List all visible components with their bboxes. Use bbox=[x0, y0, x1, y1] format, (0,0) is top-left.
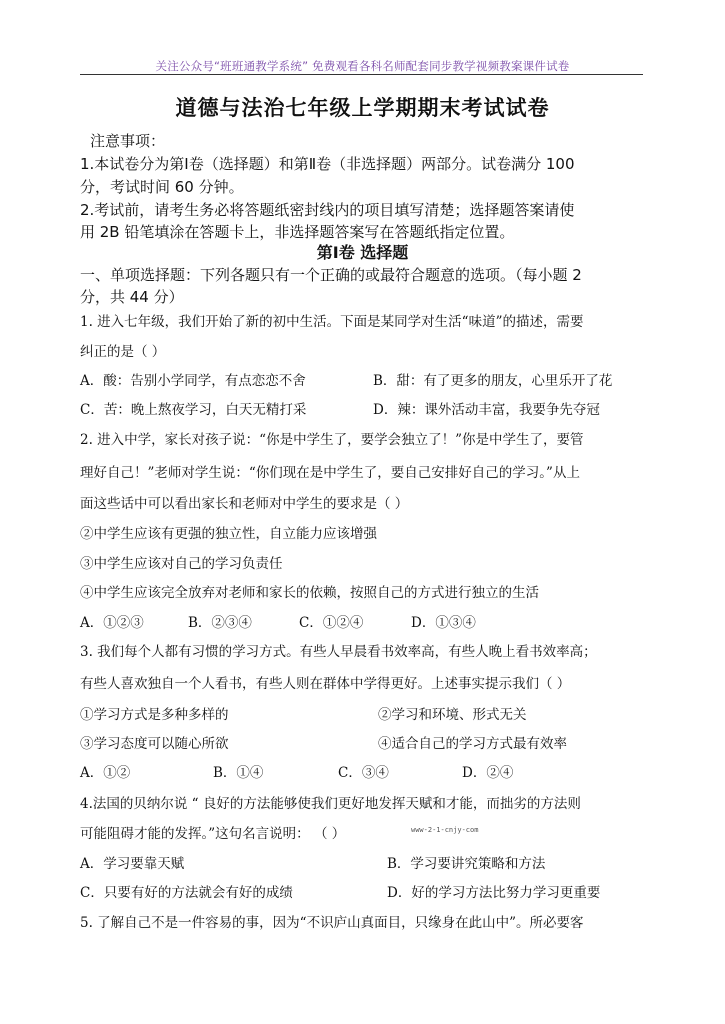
question-stem: 3. 我们每个人都有习惯的学习方式。有些人早晨看书效率高，有些人晚上看书效率高； bbox=[80, 644, 597, 660]
notice-line: 用 2B 铅笔填涂在答题卡上，非选择题答案写在答题纸指定位置。 bbox=[80, 223, 515, 241]
option-b: B．①④ bbox=[213, 765, 264, 781]
option-a: A．酸：告别小学同学，有点恋恋不舍 bbox=[80, 373, 306, 389]
question-stem: 可能阻碍才能的发挥。”这句名言说明： （ ） bbox=[80, 826, 346, 842]
option-d: D．②④ bbox=[462, 765, 514, 781]
statement: ④适合自己的学习方式最有效率 bbox=[378, 736, 567, 752]
notice-line: 2.考试前，请考生务必将答题纸密封线内的项目填写清楚；选择题答案请使 bbox=[80, 201, 575, 219]
statement: ②学习和环境、形式无关 bbox=[378, 707, 527, 723]
statement: ②中学生应该有更强的独立性，自立能力应该增强 bbox=[80, 526, 377, 542]
option-b: B．②③④ bbox=[188, 615, 252, 631]
option-a: A．学习要靠天赋 bbox=[80, 856, 185, 872]
statement: ①学习方式是多种多样的 bbox=[80, 707, 229, 723]
question-stem: 理好自己！”老师对学生说：“你们现在是中学生了，要自己安排好自己的学习。”从上 bbox=[80, 465, 580, 481]
question-stem: 面这些话中可以看出家长和老师对中学生的要求是（ ） bbox=[80, 496, 409, 512]
option-a: A．①②③ bbox=[80, 615, 144, 631]
option-b: B．甜：有了更多的朋友，心里乐开了花 bbox=[373, 373, 613, 389]
question-stem: 纠正的是（ ） bbox=[80, 344, 166, 360]
option-c: C．只要有好的方法就会有好的成绩 bbox=[80, 885, 293, 901]
header-banner: 关注公众号“班班通教学系统” 免费观看各科名师配套同步教学视频教案课件试卷 bbox=[155, 59, 570, 73]
part-instruction: 分，共 44 分） bbox=[80, 288, 184, 306]
header-divider bbox=[80, 74, 643, 75]
option-d: D．好的学习方法比努力学习更重要 bbox=[387, 885, 601, 901]
question-stem: 2. 进入中学，家长对孩子说：“你是中学生了，要学会独立了！”你是中学生了，要管 bbox=[80, 432, 584, 448]
question-stem: 5. 了解自己不是一件容易的事，因为“不识庐山真面目，只缘身在此山中”。所必要客 bbox=[80, 915, 584, 931]
option-c: C．苦：晚上熬夜学习，白天无精打采 bbox=[80, 402, 307, 418]
watermark-text: www-2-1-cnjy-com bbox=[411, 826, 479, 834]
question-stem: 有些人喜欢独自一个人看书，有些人则在群体中学得更好。上述事实提示我们（ ） bbox=[80, 676, 571, 692]
option-c: C．③④ bbox=[338, 765, 389, 781]
option-c: C．①②④ bbox=[299, 615, 364, 631]
option-a: A．①② bbox=[80, 765, 131, 781]
notice-line: 分，考试时间 60 分钟。 bbox=[80, 178, 244, 196]
notice-heading: 注意事项： bbox=[90, 132, 166, 150]
statement: ③学习态度可以随心所欲 bbox=[80, 736, 229, 752]
part-instruction: 一、单项选择题：下列各题只有一个正确的或最符合题意的选项。（每小题 2 bbox=[80, 266, 582, 284]
section-title: 第Ⅰ卷 选择题 bbox=[316, 243, 409, 262]
statement: ③中学生应该对自己的学习负责任 bbox=[80, 556, 283, 572]
option-b: B．学习要讲究策略和方法 bbox=[387, 856, 546, 872]
question-stem: 1. 进入七年级，我们开始了新的初中生活。下面是某同学对生活“味道”的描述，需要 bbox=[80, 314, 584, 330]
notice-line: 1.本试卷分为第Ⅰ卷（选择题）和第Ⅱ卷（非选择题）两部分。试卷满分 100 bbox=[80, 155, 575, 173]
option-d: D．辣：课外活动丰富，我要争先夺冠 bbox=[373, 402, 600, 418]
statement: ④中学生应该完全放弃对老师和家长的依赖，按照自己的方式进行独立的生活 bbox=[80, 585, 539, 601]
question-stem: 4.法国的贝纳尔说 “ 良好的方法能够使我们更好地发挥天赋和才能，而拙劣的方法则 bbox=[80, 796, 581, 812]
exam-title: 道德与法治七年级上学期期末考试试卷 bbox=[175, 96, 550, 120]
option-d: D．①③④ bbox=[411, 615, 476, 631]
